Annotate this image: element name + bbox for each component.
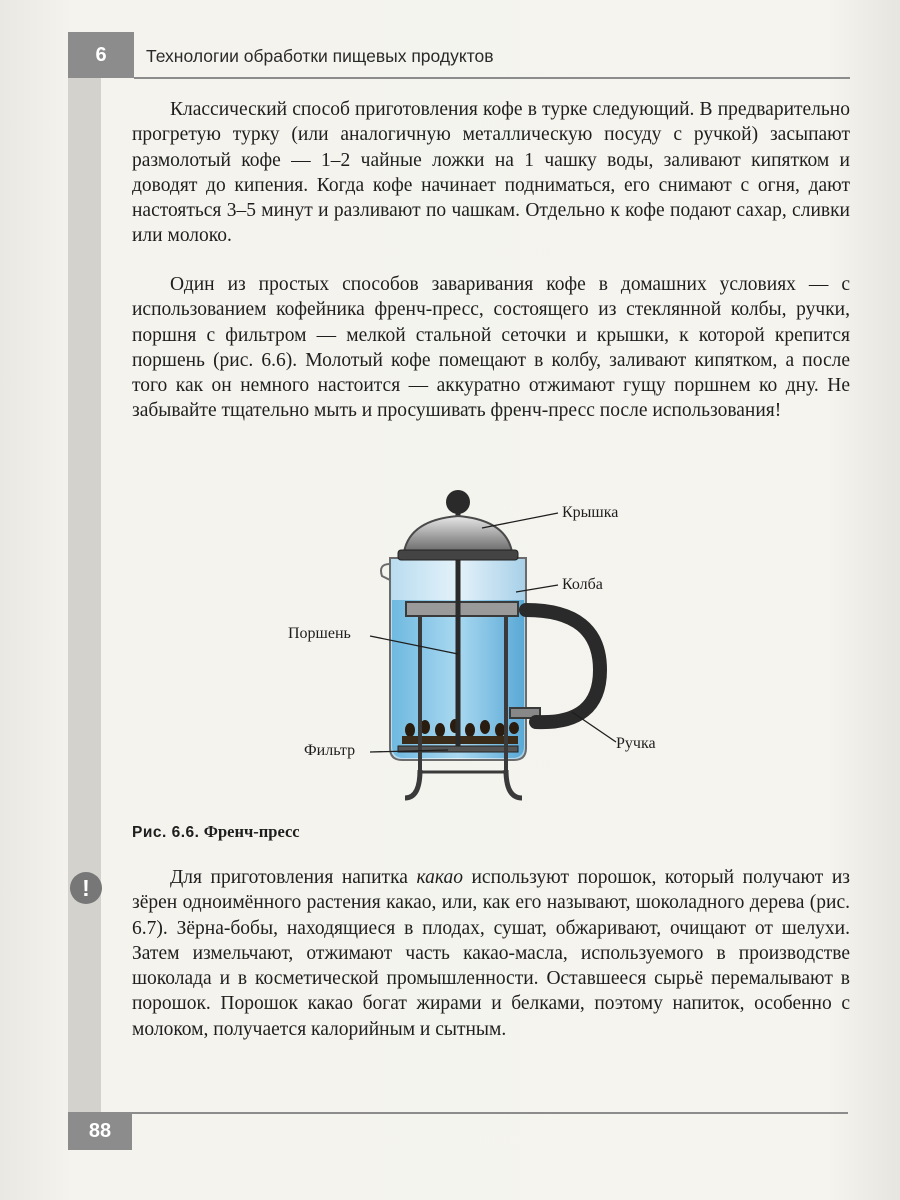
chapter-number-badge: [68, 32, 134, 78]
paragraph-cocoa: [132, 865, 850, 1042]
label-flask: Колба: [562, 576, 603, 593]
label-filter: Фильтр: [304, 742, 356, 759]
header-rule: [134, 77, 850, 79]
handle: [526, 610, 600, 722]
caption-number: Рис. 6.6.: [132, 824, 200, 841]
running-header-title: Технологии обработки пищевых продуктов: [146, 46, 494, 66]
exclamation-icon: [70, 872, 102, 904]
label-lid: Крышка: [562, 504, 619, 521]
cocoa-term: какао: [416, 867, 463, 888]
spout: [381, 564, 390, 580]
paragraph-turkish-coffee: Классический способ приготовления кофе в турке следующий. В предварительно прогретую турку (или аналогичную металлическую посуду с ручкой) засыпают размолотый кофе — 1–2 чайные ложки на 1 чашку воды, заливают кипятком и доводят до кипения. Когда кофе начинает подниматься, его снимают с огня, дают настояться 3–5 минут и разливают по чашкам. Отдельно к кофе подают сахар, сливки или молоко.: [132, 99, 850, 247]
caption-text: Френч-пресс: [203, 822, 300, 841]
french-press-illustration: [270, 480, 720, 810]
footer-rule: [132, 1112, 848, 1114]
cocoa-text-start: Для приготовления напитка: [170, 867, 417, 888]
page-number-badge: [68, 1112, 132, 1150]
cocoa-text-rest: используют порошок, который получают из зёрен одноимённого растения какао, или, как его называют, шоколадного дерева (рис. 6.7). Зёрна-бобы, находящиеся в плодах, сушат, обжаривают, очищают от шелухи. Затем измельчают, отжимают часть какао-масла, используемого в производстве шоколада и в косметической промышленности. Оставшееся сырьё перемалывают в порошок. Порошок какао богат жирами и белками, поэтому напиток, особенно с молоком, получается калорийным и сытным.: [132, 867, 850, 1040]
label-plunger: Поршень: [288, 625, 351, 642]
lid-dome: [404, 516, 512, 552]
french-press-figure: [270, 480, 720, 810]
chapter-number: 6: [95, 43, 107, 66]
lid-rim: [398, 550, 518, 560]
label-handle: Ручка: [616, 735, 656, 752]
lid-knob: [446, 490, 470, 514]
figure-caption: [132, 822, 300, 842]
page-number: 88: [88, 1119, 112, 1142]
exclamation-symbol: !: [82, 874, 90, 901]
paragraph-french-press: Один из простых способов заваривания кофе в домашних условиях — с использованием кофейника френч-пресс, состоящего из стеклянной колбы, ручки, поршня с фильтром — мелкой стальной сеточки и крышки, к которой крепится поршень (рис. 6.6). Молотый кофе помещают в колбу, заливают кипятком, а после того как он немного настоится — аккуратно отжимают гущу поршнем ко дну. Не забывайте тщательно мыть и просушивать френч-пресс после использования!: [132, 274, 850, 422]
side-stripe: [68, 78, 101, 1128]
